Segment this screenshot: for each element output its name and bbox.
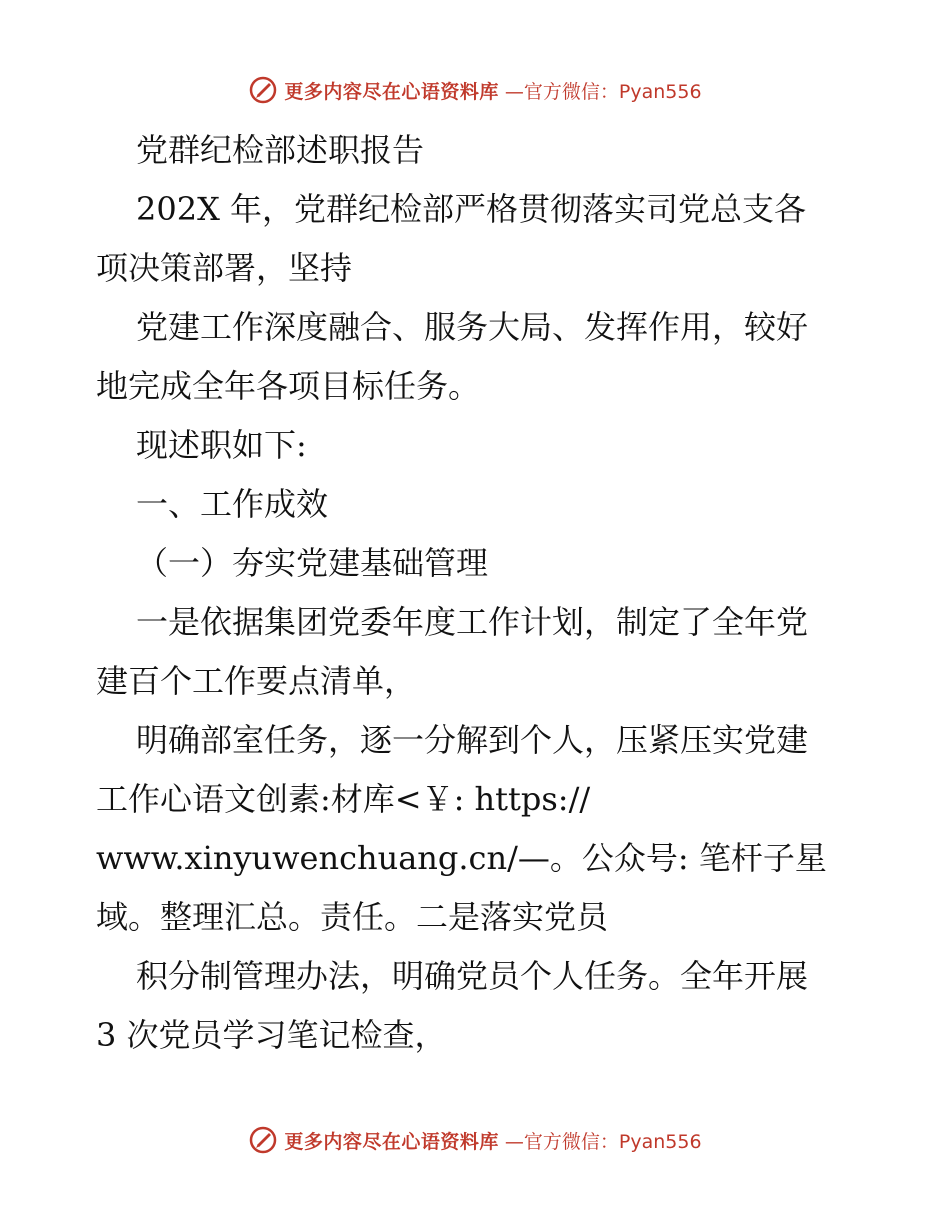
quill-logo-icon [248,75,278,105]
watermark-sub-text: —官方微信：Pyan556 [504,80,702,103]
paragraph-line: 3 次党员学习笔记检查， [96,1016,447,1054]
section-heading: 一、工作成效 [136,485,329,523]
footer-watermark [0,1120,950,1160]
paragraph-line: 地完成全年各项目标任务。 [96,367,481,405]
watermark-main-text: 更多内容尽在心语资料库 [284,80,499,103]
paragraph-line: 202X 年，党群纪检部严格贯彻落实司党总支各 [136,190,807,228]
paragraph-line: www.xinyuwenchuang.cn/—。公众号: 笔杆子星 [96,839,827,877]
watermark-sub-text: —官方微信：Pyan556 [504,1130,702,1153]
paragraph-line: 项决策部署，坚持 [96,249,353,287]
paragraph-line: 建百个工作要点清单， [96,662,417,700]
quill-logo-icon [248,1125,278,1155]
paragraph-line: 域。整理汇总。责任。二是落实党员 [96,898,609,936]
paragraph-line: 积分制管理办法，明确党员个人任务。全年开展 [136,957,809,995]
document-body [96,124,866,1068]
watermark-main-text: 更多内容尽在心语资料库 [284,1130,499,1153]
paragraph-line: 工作心语文创素:材库<￥: https:// [96,780,591,818]
paragraph-line: 一是依据集团党委年度工作计划，制定了全年党 [136,603,809,641]
subsection-heading: （一）夯实党建基础管理 [136,544,489,582]
paragraph-line: 现述职如下: [136,426,307,464]
paragraph-line: 党建工作深度融合、服务大局、发挥作用，较好 [136,308,809,346]
document-title: 党群纪检部述职报告 [136,131,425,169]
paragraph-line: 明确部室任务，逐一分解到个人，压紧压实党建 [136,721,809,759]
header-watermark [0,70,950,110]
